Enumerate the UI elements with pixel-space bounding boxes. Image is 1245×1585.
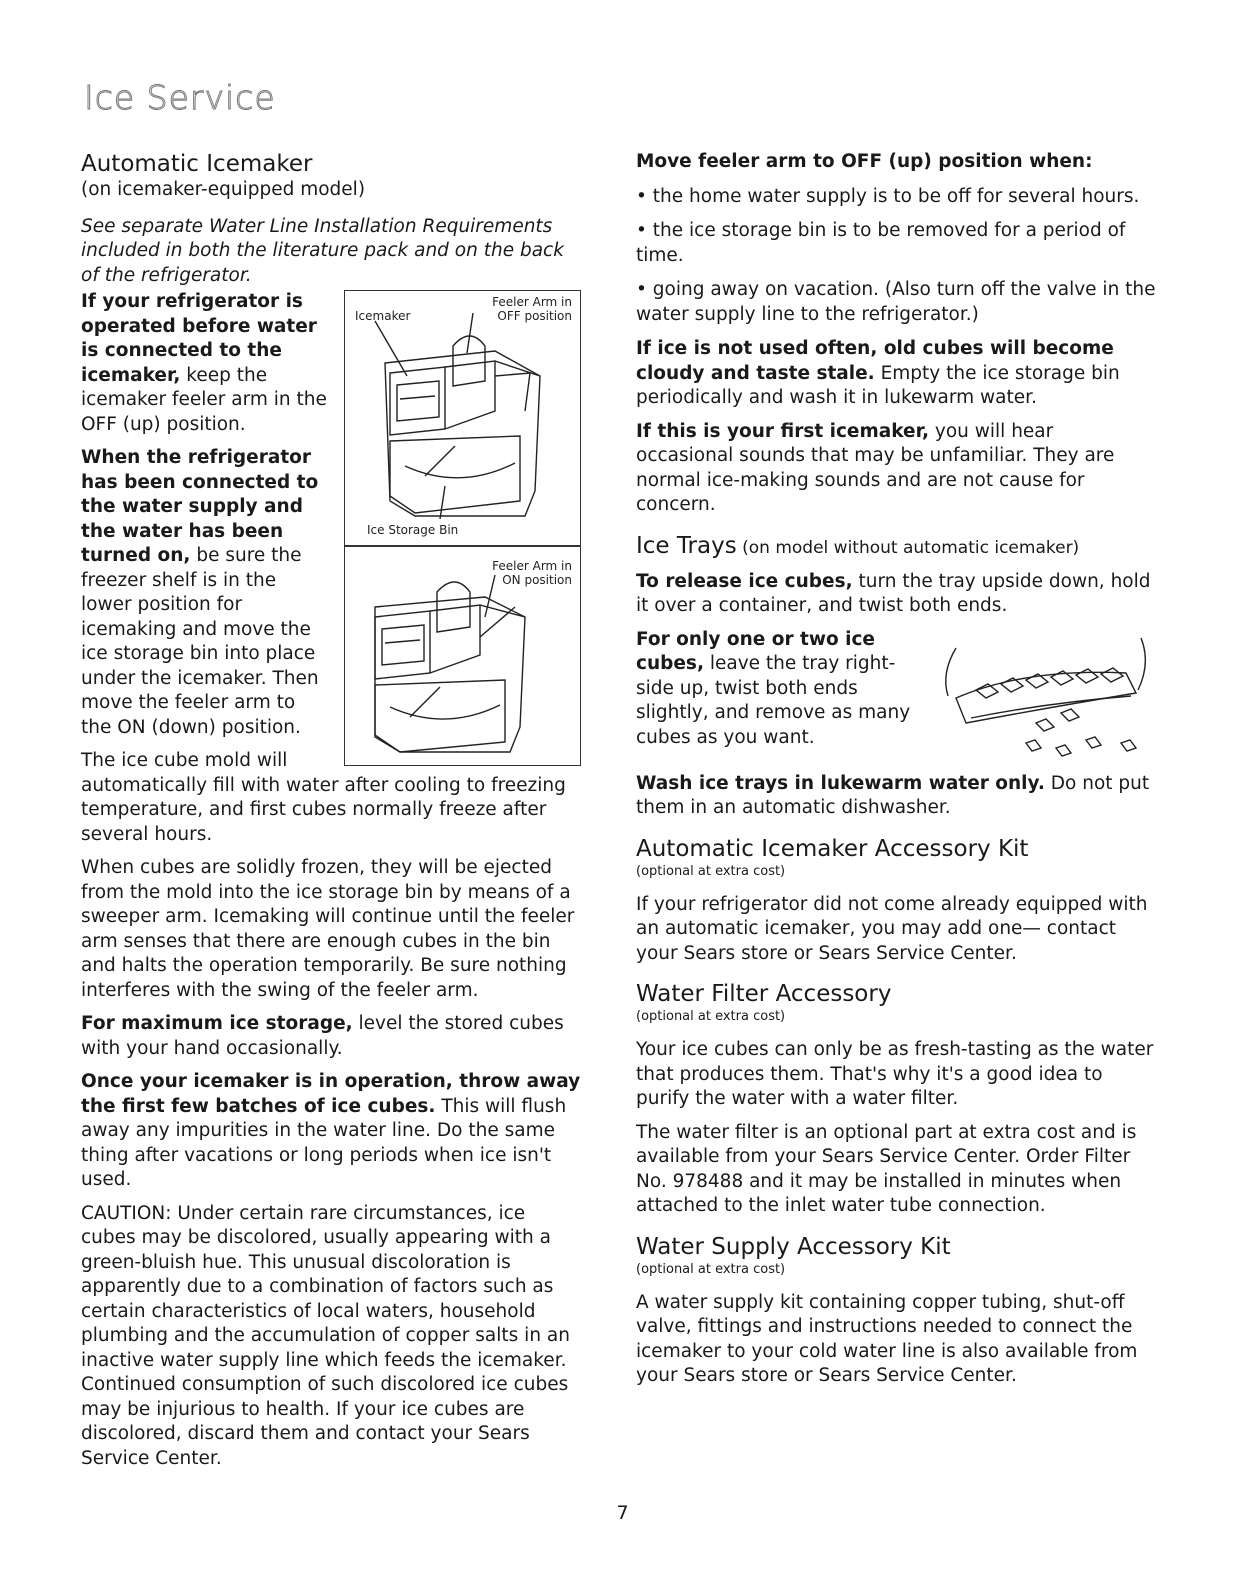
section-heading-automatic-icemaker: Automatic Icemaker [81, 151, 313, 177]
section-heading-water-filter: Water Filter Accessory [636, 981, 892, 1007]
icemaker-on-figure [344, 546, 581, 766]
icemaker-off-figure [344, 290, 581, 546]
page-title: Ice Service [84, 78, 276, 117]
paragraph-kit: If your refrigerator did not come already equipped with an automatic icemaker, you may add one— contact your Sears store or Sears Service Center. [636, 893, 1148, 964]
kit-cost-note: (optional at extra cost) [636, 863, 786, 879]
left-column [81, 150, 581, 1480]
paragraph-release-cubes: To release ice cubes, turn the tray upside down, hold it over a container, and twist both ends. [636, 570, 1151, 616]
section-heading-icemaker-kit: Automatic Icemaker Accessory Kit [636, 835, 1029, 862]
paragraph-first-icemaker: If this is your first icemaker, you will hear occasional sounds that may be unfamiliar. They are normal ice-making sounds and are not cause for concern. [636, 420, 1115, 515]
bullet-item: • the ice storage bin is to be removed for a period of time. [636, 220, 1126, 266]
supply-cost-note: (optional at extra cost) [636, 1261, 786, 1277]
filter-cost-note: (optional at extra cost) [636, 1009, 786, 1024]
section-heading-water-supply-kit: Water Supply Accessory Kit [636, 1233, 951, 1260]
paragraph-wash-trays: Wash ice trays in lukewarm water only. Do not put them in an automatic dishwasher. [636, 772, 1150, 818]
page-number: 7 [616, 1502, 629, 1524]
paragraph-cubes-ejected: When cubes are solidly frozen, they will be ejected from the mold into the ice storage bin by means of a sweeper arm. Icemaking will continue until the feeler arm senses that there are enough cubes in the bin and halts the operation temporarily. Be sure nothing interferes with the swing of the feeler arm. [81, 857, 575, 1001]
label-feeler-arm-on: Feeler Arm in ON position [492, 559, 572, 587]
paragraph-water-connected: When the refrigerator has been connected to the water supply and the water has been turned on, be sure the freezer shelf is in the lower position for icemaking and move the ice storage bin into place under the icemaker. Then move the feeler arm to the ON (down) position. [81, 447, 319, 738]
paragraph-caution: CAUTION: Under certain rare circumstances, ice cubes may be discolored, usually appearing with a green-bluish hue. This unusual discoloration is apparently due to a combination of factors such as certain characteristics of local waters, household plumbing and the accumulation of copper salts in an inactive water supply line which feeds the icemaker. Continued consumption of such discolored ice cubes may be injurious to health. If your ice cubes are discolored, discard them and contact your Sears Service Center. [81, 1202, 570, 1469]
ice-tray-illustration [926, 628, 1156, 768]
paragraph-stale-cubes: If ice is not used often, old cubes will become cloudy and taste stale. Empty the ice storage bin periodically and wash it in lukewarm water. [636, 338, 1120, 408]
paragraph-operated-before-water: If your refrigerator is operated before water is connected to the icemaker, keep the icemaker feeler arm in the OFF (up) position. [81, 291, 327, 435]
move-feeler-heading: Move feeler arm to OFF (up) position when: [636, 151, 1093, 172]
right-column [636, 150, 1156, 1398]
paragraph-filter-order: The water filter is an optional part at extra cost and is available from your Sears Service Center. Order Filter No. 978488 and it may be installed in minutes when attached to the inlet water tube connection. [636, 1121, 1137, 1216]
paragraph-mold-fill: The ice cube mold will automatically fill with water after cooling to freezing temperature, and first cubes normally freeze after several hours. [81, 750, 566, 845]
icemaker-off-illustration [345, 291, 580, 545]
label-ice-storage-bin: Ice Storage Bin [367, 523, 459, 537]
paragraph-one-or-two-cubes: For only one or two ice cubes, leave the tray right-side up, twist both ends slightly, and remove as many cubes as you want. [636, 628, 911, 748]
label-feeler-arm-off: Feeler Arm in OFF position [492, 295, 572, 323]
paragraph-filter-purpose: Your ice cubes can only be as fresh-tasting as the water that produces them. That's why it's a good idea to purify the water with a water filter. [636, 1039, 1154, 1109]
bullet-item: • going away on vacation. (Also turn off the valve in the water supply line to the refrigerator.) [636, 279, 1156, 325]
installation-note: See separate Water Line Installation Requirements included in both the literature pack and on the back of the refrigerator. [81, 215, 564, 286]
paragraph-supply-kit: A water supply kit containing copper tubing, shut-off valve, fittings and instructions needed to connect the icemaker to your cold water line is also available from your Sears store or Sears Service Center. [636, 1291, 1138, 1386]
paragraph-maximum-storage: For maximum ice storage, level the stored cubes with your hand occasionally. [81, 1013, 564, 1059]
section-heading-ice-trays: Ice Trays (on model without automatic icemaker) [636, 532, 1080, 559]
label-icemaker: Icemaker [355, 309, 411, 323]
section-subheading: (on icemaker-equipped model) [81, 179, 366, 200]
paragraph-first-batches: Once your icemaker is in operation, throw away the first few batches of ice cubes. This will flush away any impurities in the water line. Do the same thing after vacations or long periods when ice isn't used. [81, 1071, 581, 1190]
ice-tray-figure [926, 628, 1156, 768]
bullet-item: • the home water supply is to be off for several hours. [636, 185, 1140, 207]
